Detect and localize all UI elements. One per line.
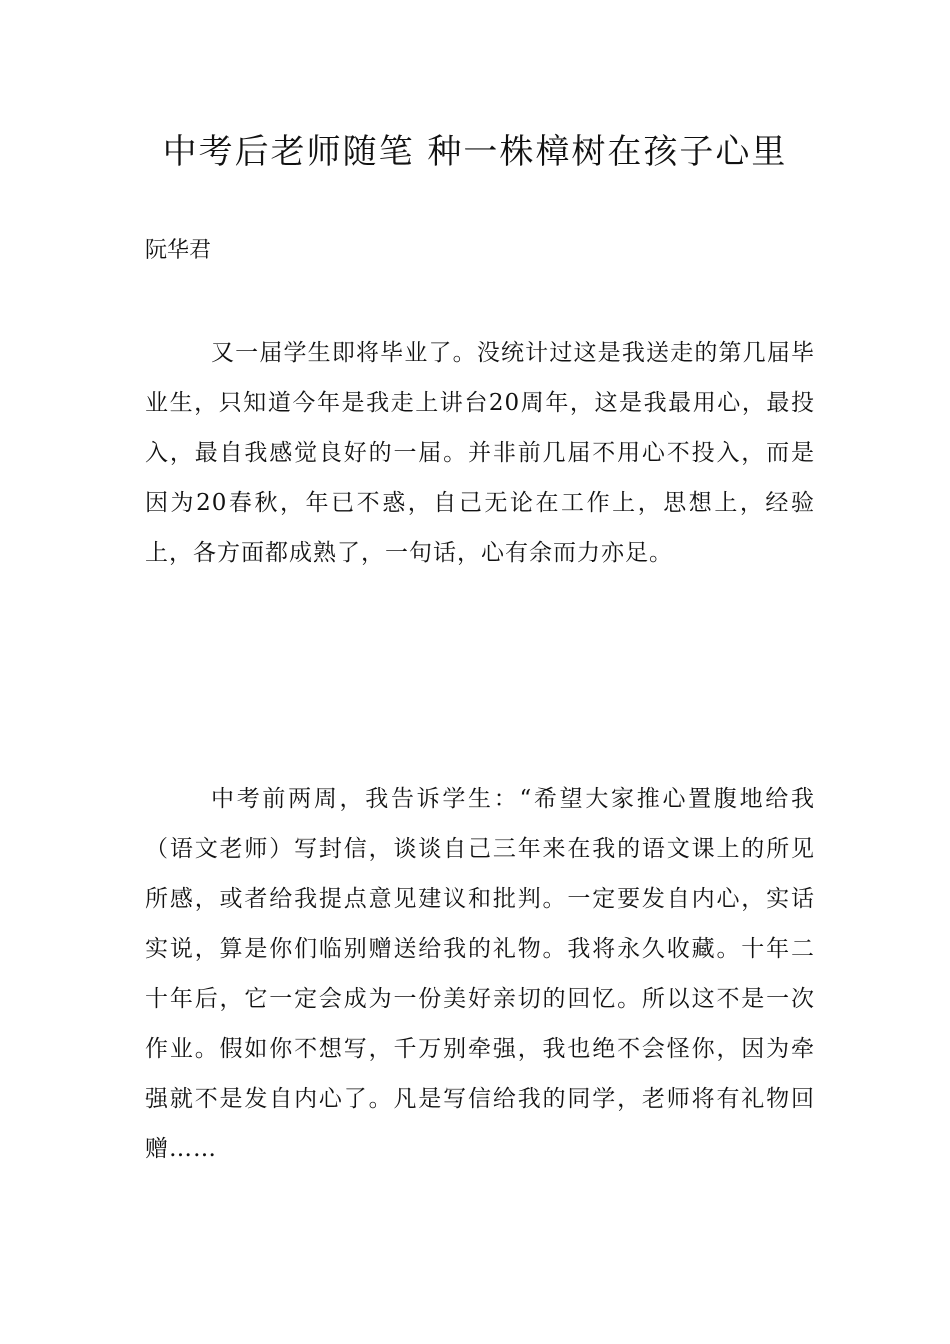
author-name: 阮华君 xyxy=(145,238,212,263)
paragraph-2: 中考前两周，我告诉学生：“希望大家推心置腹地给我（语文老师）写封信，谈谈自己三年来在我的语文课上的所见所感，或者给我提点意见建议和批判。一定要发自内心，实话实说，算是你们临别赠送给我的礼物。我将永久收藏。十年二十年后，它一定会成为一份美好亲切的回忆。所以这不是一次作业。假如你不想写，千万别牵强，我也绝不会怪你，因为牵强就不是发自内心了。凡是写信给我的同学，老师将有礼物回赠…… xyxy=(145,786,815,1162)
document-title: 中考后老师随笔 种一株樟树在孩子心里 xyxy=(162,132,788,172)
paragraph-1: 又一届学生即将毕业了。没统计过这是我送走的第几届毕业生，只知道今年是我走上讲台20周年，这是我最用心，最投入，最自我感觉良好的一届。并非前几届不用心不投入，而是因为20春秋，年已不惑，自己无论在工作上，思想上，经验上，各方面都成熟了，一句话，心有余而力亦足。 xyxy=(145,340,815,566)
